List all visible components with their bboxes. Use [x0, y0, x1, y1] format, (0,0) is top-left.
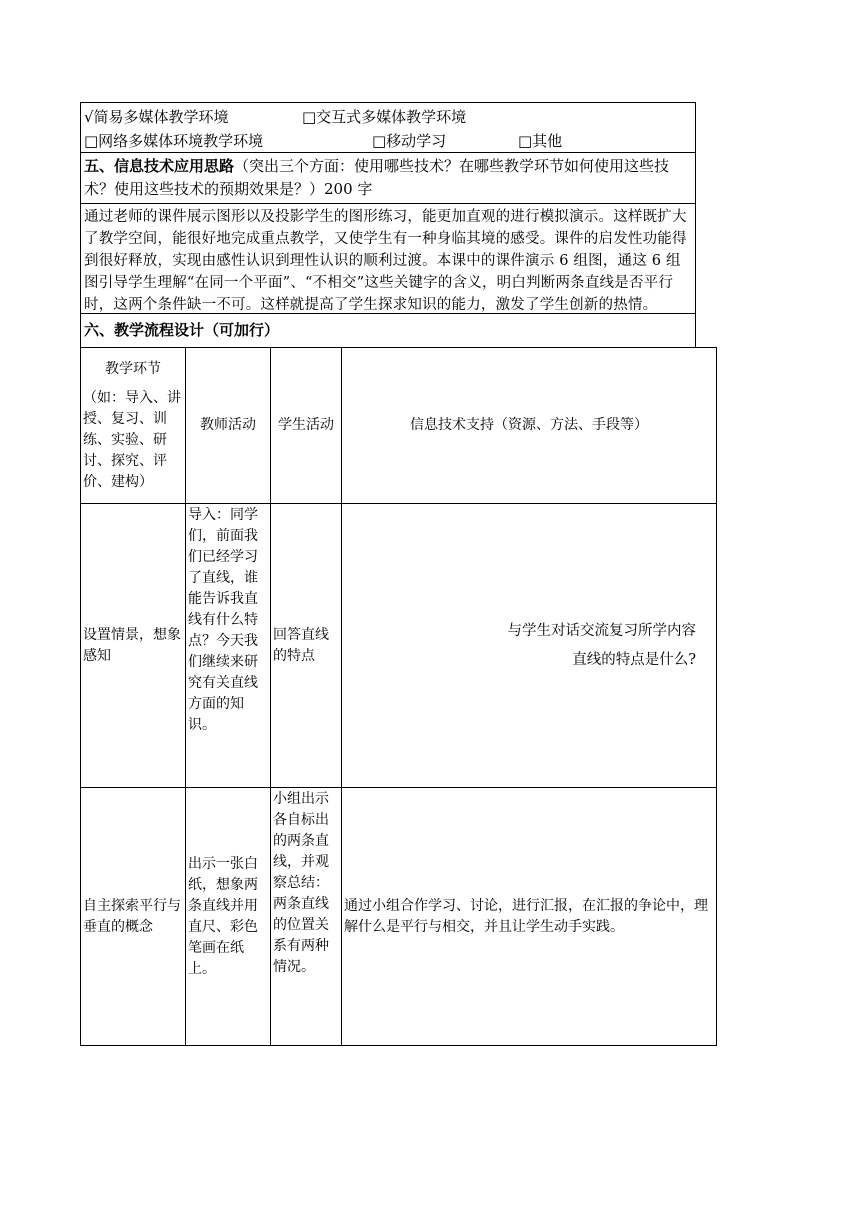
section5-description: （突出三个方面：使用哪些技术？在哪些教学环节如何使用这些技术？使用这些技术的预期效果是？）200 字: [84, 157, 670, 198]
table-row: [81, 504, 717, 788]
header-stage-note: （如：导入、讲授、复习、训练、实验、研讨、探究、评价、建构）: [83, 389, 181, 490]
header-teacher-activity: 教师活动: [186, 348, 271, 504]
header-stage: [81, 348, 186, 504]
row1-tech-line1: 与学生对话交流复习所学内容: [507, 622, 696, 639]
section5-title: 五、信息技术应用思路: [84, 157, 235, 175]
section6-title: 六、教学流程设计（可加行）: [80, 313, 696, 347]
env-option-interactive-multimedia[interactable]: □交互式多媒体教学环境: [302, 108, 467, 126]
env-option-other[interactable]: □其他: [517, 132, 563, 150]
header-stage-label: 教学环节: [105, 360, 161, 377]
table-header-row: [81, 348, 717, 504]
section5-header: [80, 152, 696, 203]
row1-stage: 设置情景，想象感知: [81, 504, 186, 788]
table-row: [81, 788, 717, 1046]
header-student-activity: 学生活动: [271, 348, 342, 504]
row2-stage: 自主探索平行与垂直的概念: [81, 788, 186, 1046]
env-option-mobile-learning[interactable]: □移动学习: [371, 132, 447, 150]
row1-tech-line2: 直线的特点是什么?: [572, 651, 696, 668]
teaching-environment-options: [80, 102, 696, 152]
env-option-simple-multimedia[interactable]: √简易多媒体教学环境: [84, 108, 229, 126]
header-tech-support: 信息技术支持（资源、方法、手段等）: [342, 348, 717, 504]
row2-tech-support: 通过小组合作学习、讨论，进行汇报，在汇报的争论中，理解什么是平行与相交，并且让学生动手实践。: [342, 788, 717, 1046]
teaching-flow-table: [80, 347, 717, 1046]
env-option-network-multimedia[interactable]: □网络多媒体环境教学环境: [84, 132, 264, 150]
section5-body: 通过老师的课件展示图形以及投影学生的图形练习，能更加直观的进行模拟演示。这样既扩大了教学空间，能很好地完成重点教学，又使学生有一种身临其境的感受。课件的启发性功能得到很好释放，实现由感性认识到理性认识的顺利过渡。本课中的课件演示 6 组图，通这 6 组图引导学生理解“在同一个平面”、“不相交”这些关键字的含义，明白判断两条直线是否平行时，这两个条件缺一不可。这样就提高了学生探求知识的能力，激发了学生创新的热情。: [80, 203, 696, 313]
row1-teacher-activity: 导入：同学们，前面我们已经学习了直线，谁能告诉我直线有什么特点？今天我们继续来研究有关直线方面的知识。: [186, 504, 271, 788]
row1-tech-support: [342, 504, 717, 788]
lesson-plan-form: [80, 102, 708, 1046]
row2-student-activity: 小组出示各自标出的两条直线，并观察总结：两条直线的位置关系有两种情况。: [271, 788, 342, 1046]
row2-teacher-activity: 出示一张白纸，想象两条直线并用直尺、彩色笔画在纸上。: [186, 788, 271, 1046]
row1-student-activity: 回答直线的特点: [271, 504, 342, 788]
